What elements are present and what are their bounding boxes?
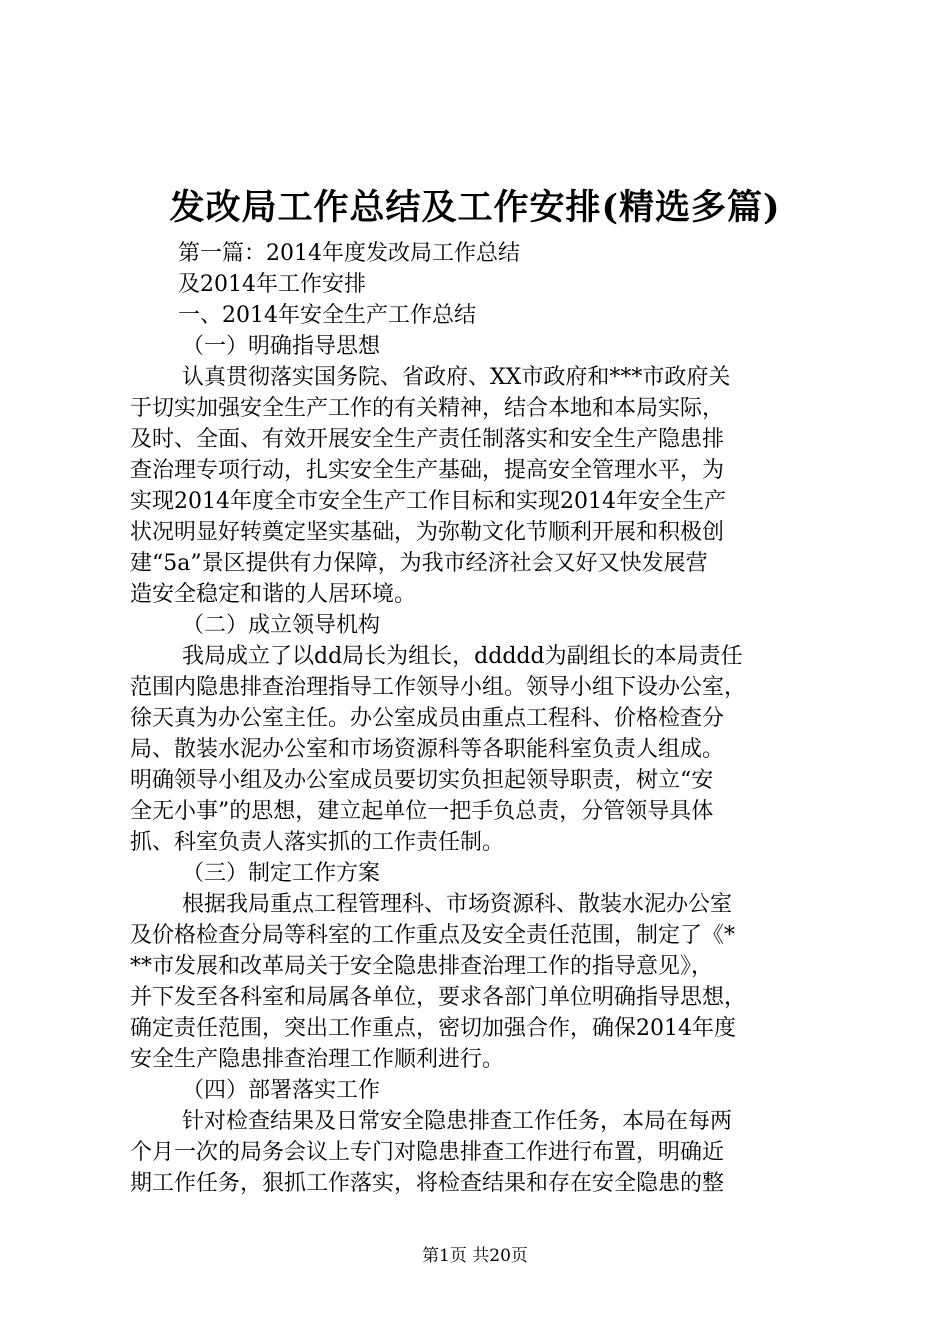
text-line: **市发展和改革局关于安全隐患排查治理工作的指导意见》， xyxy=(130,954,714,979)
text-line: 全无小事”的思想，建立起单位一把手负总责，分管领导具体 xyxy=(130,799,714,824)
text-line: 范围内隐患排查治理指导工作领导小组。领导小组下设办公室， xyxy=(130,675,747,700)
text-line: 于切实加强安全生产工作的有关精神，结合本地和本局实际， xyxy=(130,396,725,421)
text-line: 实现2014年度全市安全生产工作目标和实现2014年安全生产 xyxy=(130,489,726,514)
text-line: 状况明显好转奠定坚实基础，为弥勒文化节顺利开展和积极创 xyxy=(130,520,725,545)
text-line: 认真贯彻落实国务院、省政府、XX市政府和***市政府关 xyxy=(182,365,731,390)
text-line: 抓、科室负责人落实抓的工作责任制。 xyxy=(130,830,505,855)
document-title: 发改局工作总结及工作安排(精选多篇) xyxy=(169,187,781,228)
text-line: 根据我局重点工程管理科、市场资源科、散装水泥办公室 xyxy=(182,892,733,917)
page-footer: 第1页 共20页 xyxy=(422,1246,528,1266)
text-line: （一）明确指导思想 xyxy=(182,334,381,359)
text-line: （二）成立领导机构 xyxy=(182,613,381,638)
text-line: 建“5a”景区提供有力保障，为我市经济社会又好又快发展营 xyxy=(130,551,708,576)
text-line: 造安全稳定和谐的人居环境。 xyxy=(130,582,417,607)
text-line: 个月一次的局务会议上专门对隐患排查工作进行布置，明确近 xyxy=(130,1140,725,1165)
text-line: 并下发至各科室和局属各单位，要求各部门单位明确指导思想， xyxy=(130,985,747,1010)
document-body xyxy=(130,238,830,1199)
text-line: 一、2014年安全生产工作总结 xyxy=(178,303,476,328)
text-line: 局、散装水泥办公室和市场资源科等各职能科室负责人组成。 xyxy=(130,737,725,762)
text-line: 明确领导小组及办公室成员要切实负担起领导职责，树立“安 xyxy=(130,768,714,793)
text-line: 针对检查结果及日常安全隐患排查工作任务，本局在每两 xyxy=(182,1109,733,1134)
text-line: 徐天真为办公室主任。办公室成员由重点工程科、价格检查分 xyxy=(130,706,725,731)
text-line: 安全生产隐患排查治理工作顺利进行。 xyxy=(130,1047,505,1072)
text-line: 期工作任务，狠抓工作落实，将检查结果和存在安全隐患的整 xyxy=(130,1171,725,1196)
text-line: 及价格检查分局等科室的工作重点及安全责任范围，制定了《* xyxy=(130,923,736,948)
text-line: 及2014年工作安排 xyxy=(178,272,366,297)
text-line: 确定责任范围，突出工作重点，密切加强合作，确保2014年度 xyxy=(130,1016,736,1041)
text-line: （四）部署落实工作 xyxy=(182,1078,381,1103)
text-line: 我局成立了以dd局长为组长，ddddd为副组长的本局责任 xyxy=(182,644,743,669)
text-line: 查治理专项行动，扎实安全生产基础，提高安全管理水平，为 xyxy=(130,458,725,483)
text-line: 第一篇：2014年度发改局工作总结 xyxy=(178,241,520,266)
text-line: （三）制定工作方案 xyxy=(182,861,381,886)
text-line: 及时、全面、有效开展安全生产责任制落实和安全生产隐患排 xyxy=(130,427,725,452)
